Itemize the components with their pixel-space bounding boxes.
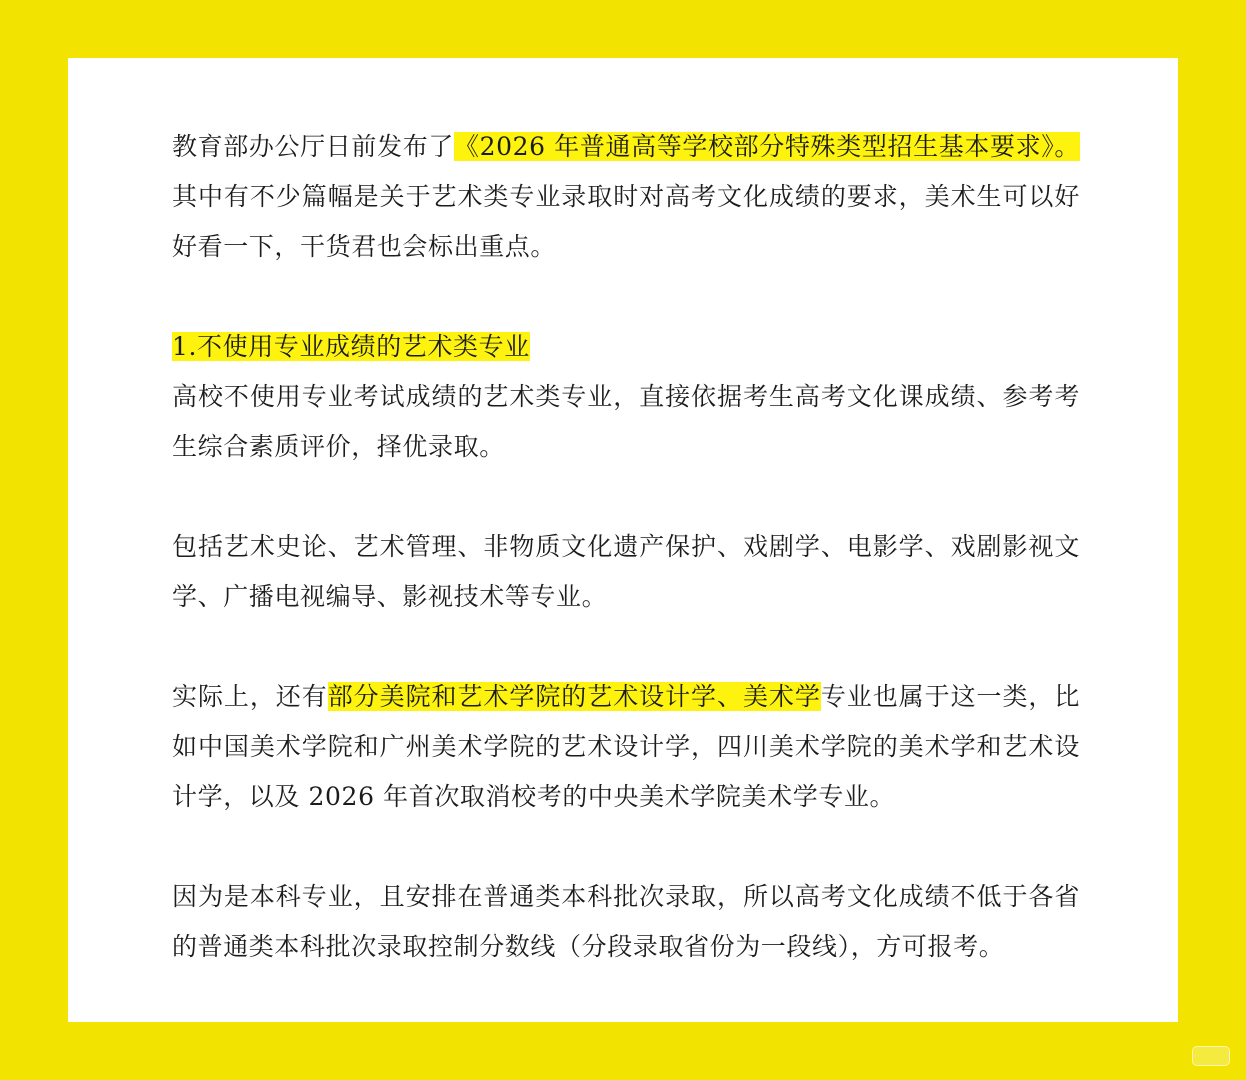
art-academies-text: 实际上，还有 bbox=[172, 682, 328, 711]
highlighted-document-title: 《2026 年普通高等学校部分特殊类型招生基本要求》。 bbox=[453, 132, 1080, 161]
intro-text-continued: 其中有不少篇幅是关于艺术类专业录取时对高考文化成绩的要求，美术生可以好好看一下，干货君也会标出重点。 bbox=[172, 182, 1080, 261]
intro-text: 教育部办公厅日前发布了 bbox=[172, 132, 454, 161]
section-heading-text: 1.不使用专业成绩的艺术类专业 bbox=[172, 332, 530, 361]
section-heading bbox=[172, 322, 1080, 372]
paragraph-gap bbox=[172, 622, 1080, 672]
art-academies-paragraph bbox=[172, 672, 1080, 822]
paragraph-gap bbox=[172, 472, 1080, 522]
score-requirement-paragraph: 因为是本科专业，且安排在普通类本科批次录取，所以高考文化成绩不低于各省的普通类本科批次录取控制分数线（分段录取省份为一段线），方可报考。 bbox=[172, 882, 1080, 961]
paragraph-gap bbox=[172, 272, 1080, 322]
art-academies-text-continued: 专业也属于这一类，比如中国美术学院和广州美术学院的艺术设计学，四川美术学院的美术学和艺术设计学，以及 2026 年首次取消校考的中央美术学院美术学专业。 bbox=[172, 682, 1080, 811]
majors-list-paragraph: 包括艺术史论、艺术管理、非物质文化遗产保护、戏剧学、电影学、戏剧影视文学、广播电视编导、影视技术等专业。 bbox=[172, 532, 1080, 611]
paragraph-gap bbox=[172, 822, 1080, 872]
policy-paragraph: 高校不使用专业考试成绩的艺术类专业，直接依据考生高考文化课成绩、参考考生综合素质评价，择优录取。 bbox=[172, 382, 1080, 461]
highlighted-majors: 部分美院和艺术学院的艺术设计学、美术学 bbox=[327, 682, 821, 711]
article-body bbox=[172, 122, 1080, 972]
watermark-badge bbox=[1192, 1046, 1230, 1066]
intro-paragraph bbox=[172, 122, 1080, 272]
article-card bbox=[68, 58, 1178, 1022]
